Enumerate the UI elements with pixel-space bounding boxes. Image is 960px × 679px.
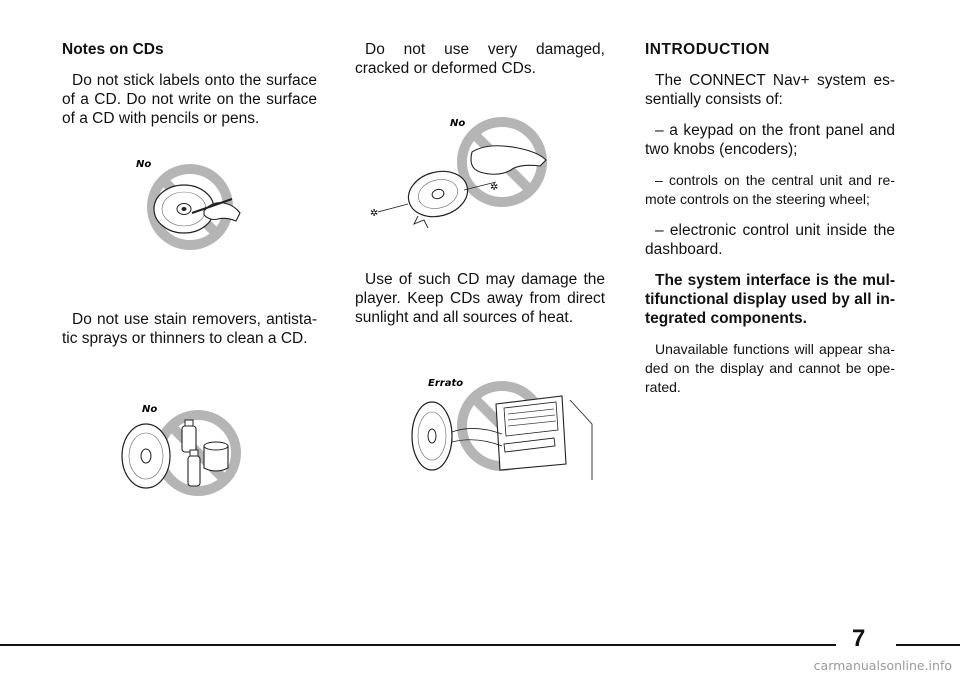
paragraph-labels-warning: Do not stick labels onto the surface of a CD. Do not write on the surface of a CD with pencils or pens. — [62, 72, 317, 127]
section-heading-introduction: INTRODUCTION — [645, 41, 770, 58]
column-right — [645, 40, 895, 409]
list-item-controls: – controls on the central unit and remote controls on the steering wheel; — [645, 172, 895, 207]
paragraph-unavailable-functions: Unavailable functions will appear shaded on the display and cannot be operated. — [645, 341, 895, 395]
column-left — [62, 40, 317, 140]
svg-text:✲: ✲ — [490, 182, 499, 193]
paragraph-heat-warning: Use of such CD may damage the player. Keep CDs away from direct sunlight and all sources of heat. — [355, 271, 605, 326]
column-middle — [355, 40, 605, 90]
watermark: carmanualsonline.info — [813, 658, 952, 673]
figure-wrong-insertion — [404, 374, 599, 484]
paragraph-system-consists: The CONNECT Nav+ system essentially consists of: — [645, 72, 895, 108]
paragraph-cleaning-warning: Do not use stain removers, antistatic sprays or thinners to clean a CD. — [62, 311, 317, 347]
figure-label: No — [450, 118, 466, 129]
figure-no-damaged-cds — [368, 112, 558, 232]
list-item-control-unit: – electronic control unit inside the dashboard. — [645, 222, 895, 258]
column-middle-lower — [355, 270, 605, 339]
svg-text:✲: ✲ — [370, 208, 379, 219]
car-stereo-slot-icon — [452, 396, 592, 480]
paragraph-system-interface: The system interface is the multifunctional display used by all integrated components. — [645, 272, 895, 327]
figure-label: Errato — [428, 378, 464, 389]
hand-icon — [471, 146, 546, 175]
figure-no-writing-on-cd — [132, 155, 242, 260]
paragraph-damaged-cds-warning: Do not use very damaged, cracked or deformed CDs. — [355, 41, 605, 77]
column-left-lower — [62, 310, 317, 360]
footer-rule-right — [896, 644, 960, 646]
page-number: 7 — [852, 625, 866, 652]
footer-rule-left — [0, 644, 836, 646]
cd-disc-icon — [412, 402, 452, 470]
section-heading-notes-on-cds: Notes on CDs — [62, 41, 164, 58]
figure-label: No — [136, 159, 152, 170]
cd-disc-icon — [122, 424, 170, 488]
figure-label: No — [142, 404, 158, 415]
list-item-keypad: – a keypad on the front panel and two knobs (encoders); — [645, 122, 895, 158]
figure-no-solvents — [118, 398, 248, 503]
